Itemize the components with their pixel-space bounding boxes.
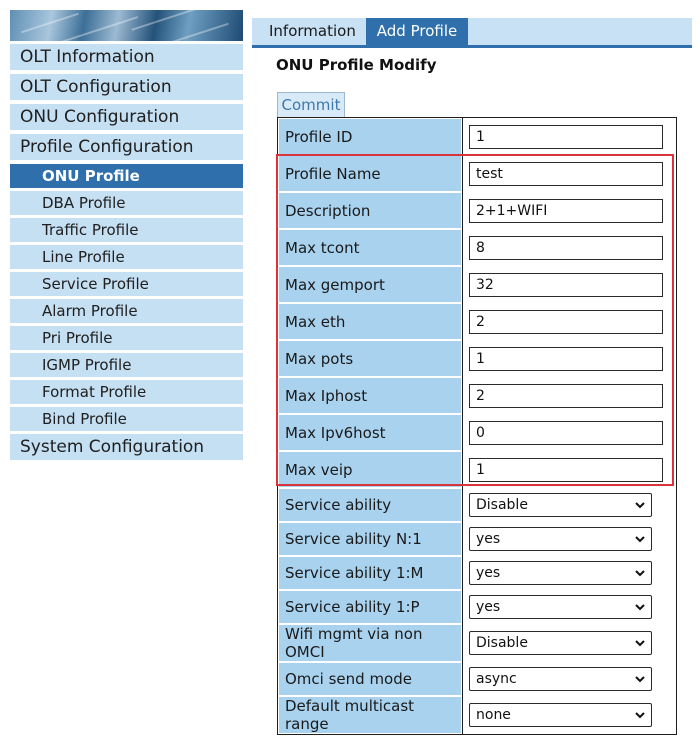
field-label: Profile Name <box>278 155 462 192</box>
max-eth-input[interactable]: 2 <box>469 310 663 334</box>
chevron-down-icon <box>635 500 645 510</box>
field-label: Omci send mode <box>278 662 462 696</box>
service-ability-n1-select[interactable] <box>469 527 652 551</box>
field-label: Wifi mgmt via non OMCI <box>278 624 462 662</box>
select-value: yes <box>476 599 501 615</box>
default-multicast-range-select[interactable] <box>469 703 652 727</box>
field-label: Max Iphost <box>278 377 462 414</box>
form-row <box>278 696 676 734</box>
sidebar-item-dba-profile[interactable]: DBA Profile <box>10 191 243 215</box>
profile-form <box>277 117 677 735</box>
form-row <box>278 451 676 488</box>
menu-olt-configuration[interactable]: OLT Configuration <box>10 74 243 101</box>
service-ability-1p-select[interactable] <box>469 595 652 619</box>
select-value: yes <box>476 531 501 547</box>
chevron-down-icon <box>635 568 645 578</box>
field-label: Max eth <box>278 303 462 340</box>
field-label: Description <box>278 192 462 229</box>
wifi-mgmt-select[interactable] <box>469 631 652 655</box>
max-ipv6host-input[interactable]: 0 <box>469 421 663 445</box>
form-row <box>278 590 676 624</box>
field-label: Max tcont <box>278 229 462 266</box>
sidebar-item-onu-profile[interactable]: ONU Profile <box>10 164 243 188</box>
sidebar-item-bind-profile[interactable]: Bind Profile <box>10 407 243 431</box>
field-label: Default multicast range <box>278 696 462 734</box>
chevron-down-icon <box>635 638 645 648</box>
form-row <box>278 377 676 414</box>
form-row <box>278 155 676 192</box>
field-label: Max pots <box>278 340 462 377</box>
field-label: Service ability 1:M <box>278 556 462 590</box>
select-value: async <box>476 671 517 687</box>
field-label: Max Ipv6host <box>278 414 462 451</box>
form-row <box>278 556 676 590</box>
description-input[interactable]: 2+1+WIFI <box>469 199 663 223</box>
chevron-down-icon <box>635 710 645 720</box>
logo-banner <box>10 10 243 41</box>
tab-bar <box>252 18 692 48</box>
max-iphost-input[interactable]: 2 <box>469 384 663 408</box>
sidebar <box>10 10 243 461</box>
sidebar-item-alarm-profile[interactable]: Alarm Profile <box>10 299 243 323</box>
form-row <box>278 229 676 266</box>
sidebar-item-service-profile[interactable]: Service Profile <box>10 272 243 296</box>
tab-add-profile[interactable]: Add Profile <box>366 18 468 45</box>
field-label: Max gemport <box>278 266 462 303</box>
max-tcont-input[interactable]: 8 <box>469 236 663 260</box>
profile-name-input[interactable]: test <box>469 162 663 186</box>
sidebar-item-traffic-profile[interactable]: Traffic Profile <box>10 218 243 242</box>
form-row <box>278 662 676 696</box>
profile-id-input[interactable]: 1 <box>469 125 663 149</box>
service-ability-select[interactable] <box>469 493 652 517</box>
sidebar-item-format-profile[interactable]: Format Profile <box>10 380 243 404</box>
field-label: Profile ID <box>278 118 462 155</box>
menu-profile-configuration[interactable]: Profile Configuration <box>10 134 243 161</box>
field-label: Service ability N:1 <box>278 522 462 556</box>
menu-onu-configuration[interactable]: ONU Configuration <box>10 104 243 131</box>
form-row <box>278 303 676 340</box>
field-label: Max veip <box>278 451 462 488</box>
sidebar-item-line-profile[interactable]: Line Profile <box>10 245 243 269</box>
form-row <box>278 118 676 155</box>
chevron-down-icon <box>635 602 645 612</box>
menu-system-configuration[interactable]: System Configuration <box>10 434 243 461</box>
form-row <box>278 624 676 662</box>
select-value: Disable <box>476 635 528 651</box>
max-pots-input[interactable]: 1 <box>469 347 663 371</box>
select-value: yes <box>476 565 501 581</box>
max-veip-input[interactable]: 1 <box>469 458 663 482</box>
field-label: Service ability <box>278 488 462 522</box>
sidebar-item-igmp-profile[interactable]: IGMP Profile <box>10 353 243 377</box>
max-gemport-input[interactable]: 32 <box>469 273 663 297</box>
form-row <box>278 340 676 377</box>
chevron-down-icon <box>635 674 645 684</box>
form-row <box>278 414 676 451</box>
page-title: ONU Profile Modify <box>276 56 437 74</box>
form-row <box>278 192 676 229</box>
select-value: Disable <box>476 497 528 513</box>
form-row <box>278 522 676 556</box>
chevron-down-icon <box>635 534 645 544</box>
select-value: none <box>476 707 511 723</box>
tab-information[interactable]: Information <box>269 22 356 40</box>
omci-send-mode-select[interactable] <box>469 667 652 691</box>
menu-olt-information[interactable]: OLT Information <box>10 44 243 71</box>
commit-button[interactable]: Commit <box>277 92 345 117</box>
service-ability-1m-select[interactable] <box>469 561 652 585</box>
field-label: Service ability 1:P <box>278 590 462 624</box>
form-row <box>278 266 676 303</box>
form-row <box>278 488 676 522</box>
sidebar-item-pri-profile[interactable]: Pri Profile <box>10 326 243 350</box>
